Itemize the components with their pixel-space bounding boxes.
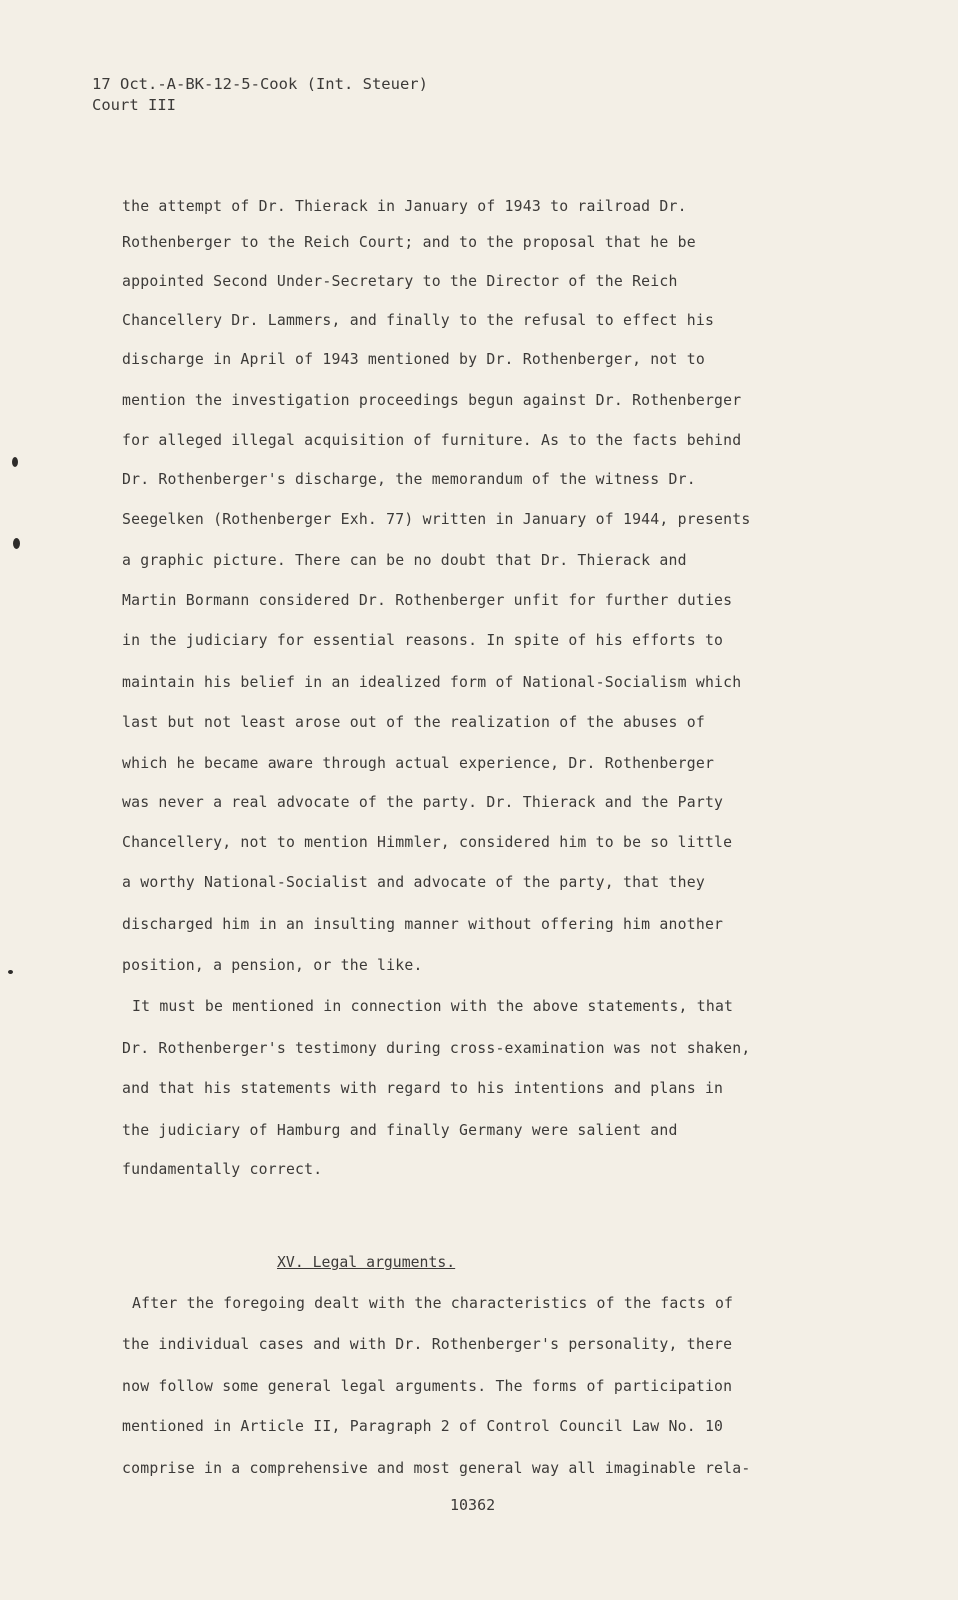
body-line: Dr. Rothenberger's testimony during cross-examination was not shaken, [122,1040,751,1057]
body-line: which he became aware through actual experience, Dr. Rothenberger [122,755,715,772]
body-line: Chancellery, not to mention Himmler, considered him to be so little [122,834,733,851]
body-line: comprise in a comprehensive and most general way all imaginable rela- [122,1460,751,1477]
margin-mark [13,538,20,549]
body-line: a graphic picture. There can be no doubt that Dr. Thierack and [122,552,687,569]
body-line: in the judiciary for essential reasons. In spite of his efforts to [122,632,724,649]
body-line: last but not least arose out of the realization of the abuses of [122,714,705,731]
page-number: 10362 [450,1496,496,1514]
body-line: mentioned in Article II, Paragraph 2 of Control Council Law No. 10 [122,1418,724,1435]
court-label: Court III [92,96,176,114]
body-line: discharge in April of 1943 mentioned by Dr. Rothenberger, not to [122,351,705,368]
body-line: discharged him in an insulting manner without offering him another [122,916,724,933]
body-line: for alleged illegal acquisition of furniture. As to the facts behind [122,432,742,449]
body-line: After the foregoing dealt with the characteristics of the facts of [132,1295,734,1312]
case-reference: 17 Oct.-A-BK-12-5-Cook (Int. Steuer) [92,75,428,93]
body-line: maintain his belief in an idealized form of National-Socialism which [122,674,742,691]
margin-mark [12,457,18,467]
body-line: fundamentally correct. [122,1161,323,1178]
body-line: and that his statements with regard to his intentions and plans in [122,1080,724,1097]
body-line: now follow some general legal arguments. The forms of participation [122,1378,733,1395]
body-line: position, a pension, or the like. [122,957,423,974]
body-line: mention the investigation proceedings begun against Dr. Rothenberger [122,392,742,409]
body-line: the individual cases and with Dr. Rothenberger's personality, there [122,1336,733,1353]
body-line: Dr. Rothenberger's discharge, the memorandum of the witness Dr. [122,471,696,488]
body-line: the attempt of Dr. Thierack in January of 1943 to railroad Dr. [122,198,687,215]
body-line: the judiciary of Hamburg and finally Germany were salient and [122,1122,678,1139]
body-line: was never a real advocate of the party. Dr. Thierack and the Party [122,794,724,811]
body-line: Martin Bormann considered Dr. Rothenberger unfit for further duties [122,592,733,609]
document-header [92,74,428,116]
body-line: Rothenberger to the Reich Court; and to the proposal that he be [122,234,696,251]
margin-mark [8,970,13,974]
body-line: a worthy National-Socialist and advocate of the party, that they [122,874,705,891]
body-line: It must be mentioned in connection with the above statements, that [132,998,734,1015]
body-line: Seegelken (Rothenberger Exh. 77) written in January of 1944, presents [122,511,751,528]
section-heading: XV. Legal arguments. [277,1254,456,1271]
body-line: Chancellery Dr. Lammers, and finally to the refusal to effect his [122,312,715,329]
body-line: appointed Second Under-Secretary to the Director of the Reich [122,273,678,290]
